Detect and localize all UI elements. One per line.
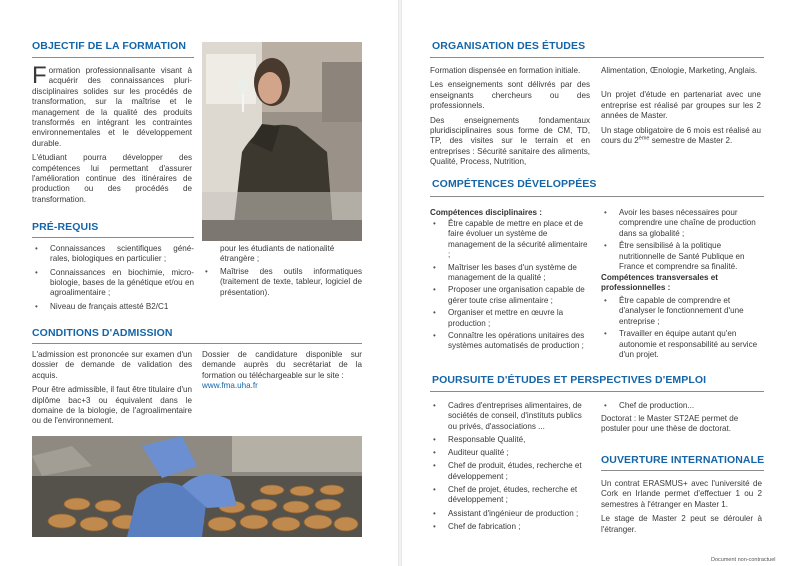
- biscuits-photo: [32, 436, 362, 537]
- disciplinaires-list-col2: [601, 208, 761, 274]
- list-item: • Connaissances scientifiques géné-rales, biologiques en particulier ;: [32, 244, 194, 265]
- list-item: • Organiser et mettre en œuvre la production ;: [430, 308, 590, 329]
- international-title: OUVERTURE INTERNATIONALE: [601, 454, 765, 466]
- list-item: • Connaissances en biochimie, micro-biologie, bases de la génétique et/ou en agroalimentaire ;: [32, 268, 194, 299]
- conditions-para1: L'admission est prononcée sur examen d'un dossier de demande de validation des acquis.: [32, 350, 192, 380]
- disciplinaires-title: Compétences disciplinaires :: [430, 208, 543, 217]
- organisation-title: ORGANISATION DES ÉTUDES: [432, 40, 586, 52]
- list-item: • Chef de projet, études, recherche et développement ;: [430, 485, 592, 506]
- objectif-body: [32, 62, 192, 205]
- doctorat-text: Doctorat : le Master ST2AE permet de postuler pour une thèse de doctorat.: [601, 414, 739, 434]
- right-page: [402, 0, 800, 566]
- website-link[interactable]: www.fma.uha.fr: [202, 381, 258, 391]
- list-item: • Connaître les opérations unitaires des systèmes automatisés de production ;: [430, 331, 590, 352]
- conditions-body: [32, 350, 192, 427]
- organisation-para5: Un stage obligatoire de 6 mois est réalisé au cours du 2ème semestre de Master 2.: [601, 125, 761, 146]
- conditions-rule: [32, 343, 362, 344]
- organisation-para1: Formation dispensée en formation initiale.: [430, 66, 581, 75]
- list-item: • Être capable de comprendre et d'analyser le fonctionnement d'une entreprise ;: [601, 296, 761, 327]
- footer-note: Document non-contractuel: [711, 557, 776, 563]
- organisation-col2: [601, 66, 761, 146]
- transversales-title: Compétences transversales et professionnelles :: [601, 273, 718, 293]
- list-item: • Être capable de mettre en place et de faire évoluer un système de management de la sécurité alimentaire ;: [430, 219, 590, 261]
- poursuite-rule: [430, 391, 764, 392]
- prerequis-rule: [32, 237, 194, 238]
- prerequis-title: PRÉ-REQUIS: [32, 221, 99, 233]
- international-para2: Le stage de Master 2 peut se dérouler à l'étranger.: [601, 514, 762, 534]
- list-item: • Maîtriser les bases d'un système de management de la qualité ;: [430, 263, 590, 284]
- list-item: • Chef de production...: [601, 401, 761, 411]
- list-item: • Niveau de français attesté B2/C1: [32, 302, 194, 312]
- prerequis-list-col2: [202, 267, 362, 301]
- prerequis-continued: pour les étudiants de nationalité étrangère ;: [220, 244, 335, 264]
- international-rule: [601, 470, 764, 471]
- conditions-para2: Pour être admissible, il faut être titulaire d'un diplôme bac+3 ou équivalent dans le domaine de la biologie, de l'agroalimentaire ou de l'environnement.: [32, 385, 192, 426]
- list-item: • Responsable Qualité,: [430, 435, 592, 445]
- list-item: • Auditeur qualité ;: [430, 448, 592, 458]
- list-item: • Assistant d'ingénieur de production ;: [430, 509, 592, 519]
- organisation-para3: Des enseignements fondamentaux pluridisciplinaires sous forme de CM, TD, TP, des visites sur le terrain et en entreprises : Sécurité sanitaire des aliments, Qualité, Process, Nutrition,: [430, 115, 590, 167]
- objectif-title: OBJECTIF DE LA FORMATION: [32, 40, 187, 52]
- dropcap: F: [32, 62, 47, 89]
- competences-title: COMPÉTENCES DÉVELOPPÉES: [432, 178, 597, 190]
- list-item: • Travailler en équipe autant qu'en autonomie et responsabilité au service d'un projet.: [601, 329, 761, 360]
- list-item: • Maîtrise des outils informatiques (traitement de texte, tableur, logiciel de présentation).: [202, 267, 362, 298]
- list-item: • Chef de produit, études, recherche et développement ;: [430, 461, 592, 482]
- organisation-col1: [430, 66, 590, 168]
- organisation-rule: [430, 57, 764, 58]
- transversales-list: [601, 296, 761, 362]
- conditions-para3: Dossier de candidature disponible sur demande auprès du secrétariat de la formation ou téléchargeable sur le site :: [202, 350, 362, 380]
- competences-rule: [430, 196, 764, 197]
- objectif-para1: Formation professionnalisante visant à acquérir des connaissances pluri-disciplinaires solides sur les procédés de transformation, sur la maîtrise et le management de la qualité des produits transformés en intégrant les contraintes environnementales et le développement durable.: [32, 62, 192, 148]
- objectif-rule: [32, 57, 194, 58]
- list-item: • Cadres d'entreprises alimentaires, de sociétés de conseil, d'instituts publics ou privés, d'associations ...: [430, 401, 592, 432]
- list-item: • Chef de fabrication ;: [430, 522, 592, 532]
- conditions-col2: [202, 350, 362, 392]
- poursuite-title: POURSUITE D'ÉTUDES ET PERSPECTIVES D'EMPLOI: [432, 374, 707, 386]
- international-para1: Un contrat ERASMUS+ avec l'université de Cork en Irlande permet d'effectuer 1 ou 2 semestres à l'étranger en Master 1.: [601, 479, 762, 509]
- list-item: • Proposer une organisation capable de gérer toute crise alimentaire ;: [430, 285, 590, 306]
- conditions-title: CONDITIONS D'ADMISSION: [32, 327, 173, 339]
- list-item: • Avoir les bases nécessaires pour comprendre une chaîne de production dans sa globalité ;: [601, 208, 761, 239]
- wine-tasting-photo: [202, 42, 362, 241]
- poursuite-list-col2: [601, 401, 761, 414]
- objectif-para2: L'étudiant pourra développer des compétences lui permettant d'assurer l'amélioration continue des itinéraires de production ou des procédés de transformation.: [32, 153, 192, 204]
- poursuite-list: [430, 401, 592, 535]
- left-page: [0, 0, 398, 566]
- organisation-para3-cont: Alimentation, Œnologie, Marketing, Anglais.: [601, 66, 758, 75]
- disciplinaires-list: [430, 219, 590, 354]
- organisation-para2: Les enseignements sont délivrés par des enseignants chercheurs ou des professionnels.: [430, 80, 590, 111]
- international-body: [601, 479, 762, 535]
- prerequis-list: [32, 244, 194, 315]
- organisation-para4: Un projet d'étude en partenariat avec une entreprise est réalisé par groupes sur les 2 années de Master.: [601, 90, 761, 121]
- list-item: • Être sensibilisé à la politique nutritionnelle de Santé Publique en France et comprendre sa finalité.: [601, 241, 761, 272]
